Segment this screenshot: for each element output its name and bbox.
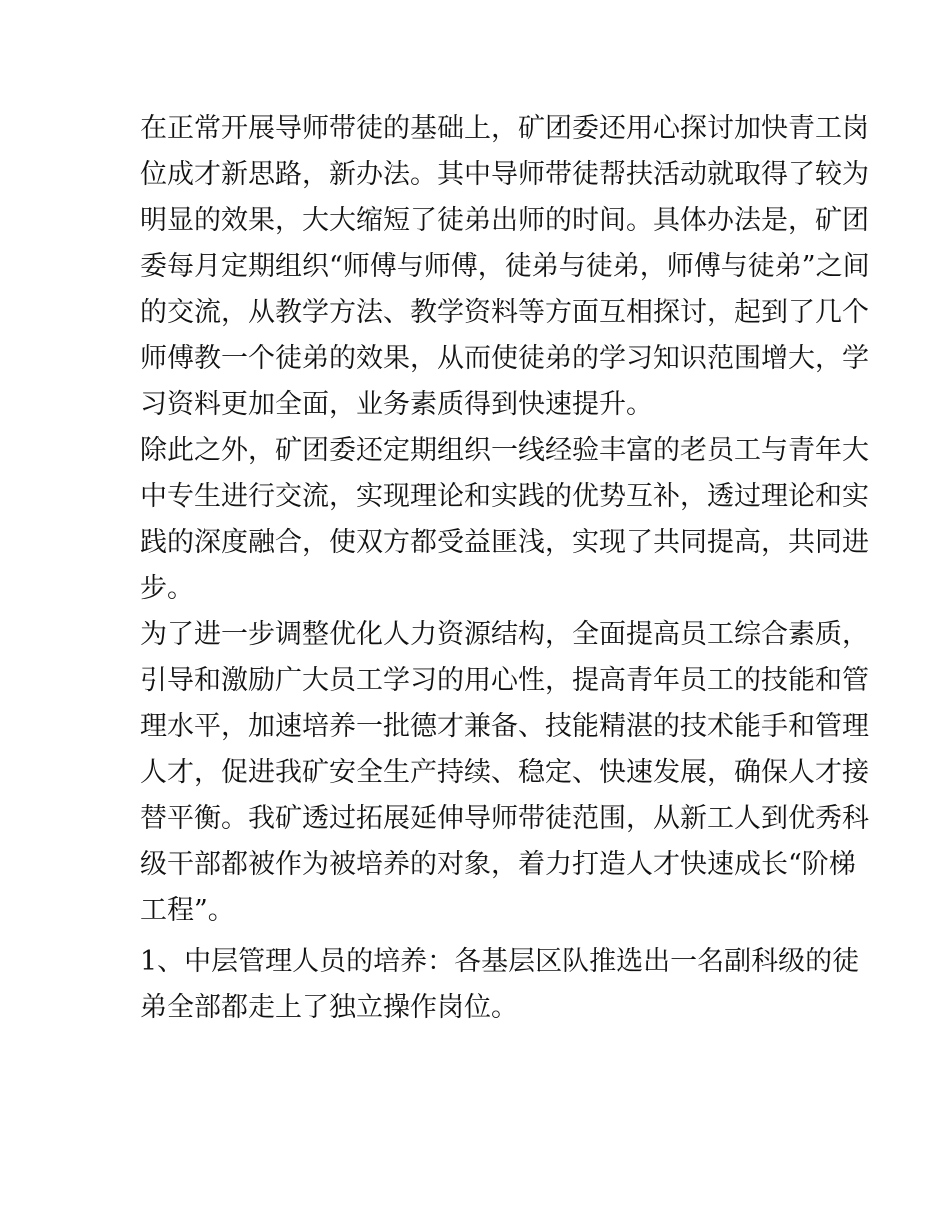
- text-line: 践的深度融合，使双方都受益匪浅，实现了共同提高，共同进: [140, 527, 869, 558]
- text-line: 除此之外，矿团委还定期组织一线经验丰富的老员工与青年大: [140, 435, 869, 466]
- text-line: 弟全部都走上了独立操作岗位。: [140, 992, 518, 1023]
- text-line: 在正常开展导师带徒的基础上，矿团委还用心探讨加快青工岗: [140, 113, 869, 144]
- text-line: 明显的效果，大大缩短了徒弟出师的时间。具体办法是，矿团: [140, 205, 869, 236]
- text-line: 中专生进行交流，实现理论和实践的优势互补，透过理论和实: [140, 481, 869, 512]
- text-line: 替平衡。我矿透过拓展延伸导师带徒范围，从新工人到优秀科: [140, 803, 869, 834]
- text-line: 引导和激励广大员工学习的用心性，提高青年员工的技能和管: [140, 665, 869, 696]
- document-body: [140, 106, 870, 1031]
- text-line: 习资料更加全面，业务素质得到快速提升。: [140, 389, 653, 420]
- text-line: 师傅教一个徒弟的效果，从而使徒弟的学习知识范围增大，学: [140, 343, 869, 374]
- text-line: 为了进一步调整优化人力资源结构，全面提高员工综合素质，: [140, 619, 869, 650]
- text-line: 人才，促进我矿安全生产持续、稳定、快速发展，确保人才接: [140, 757, 869, 788]
- text-line: 的交流，从教学方法、教学资料等方面互相探讨，起到了几个: [140, 297, 869, 328]
- paragraph-3: [140, 612, 869, 934]
- text-line: 级干部都被作为被培养的对象，着力打造人才快速成长“阶梯: [140, 849, 856, 880]
- text-line: 委每月定期组织“师傅与师傅，徒弟与徒弟，师傅与徒弟”之间: [140, 251, 870, 282]
- text-line: 步。: [140, 573, 194, 604]
- paragraph-2: [140, 428, 869, 612]
- text-line: 工程”。: [140, 895, 235, 926]
- paragraph-1: [140, 106, 870, 428]
- text-line: 理水平，加速培养一批德才兼备、技能精湛的技术能手和管理: [140, 711, 869, 742]
- text-line: 位成才新思路，新办法。其中导师带徒帮扶活动就取得了较为: [140, 159, 869, 190]
- text-line: 1、中层管理人员的培养：各基层区队推选出一名副科级的徒: [140, 946, 860, 977]
- paragraph-4: [140, 939, 860, 1031]
